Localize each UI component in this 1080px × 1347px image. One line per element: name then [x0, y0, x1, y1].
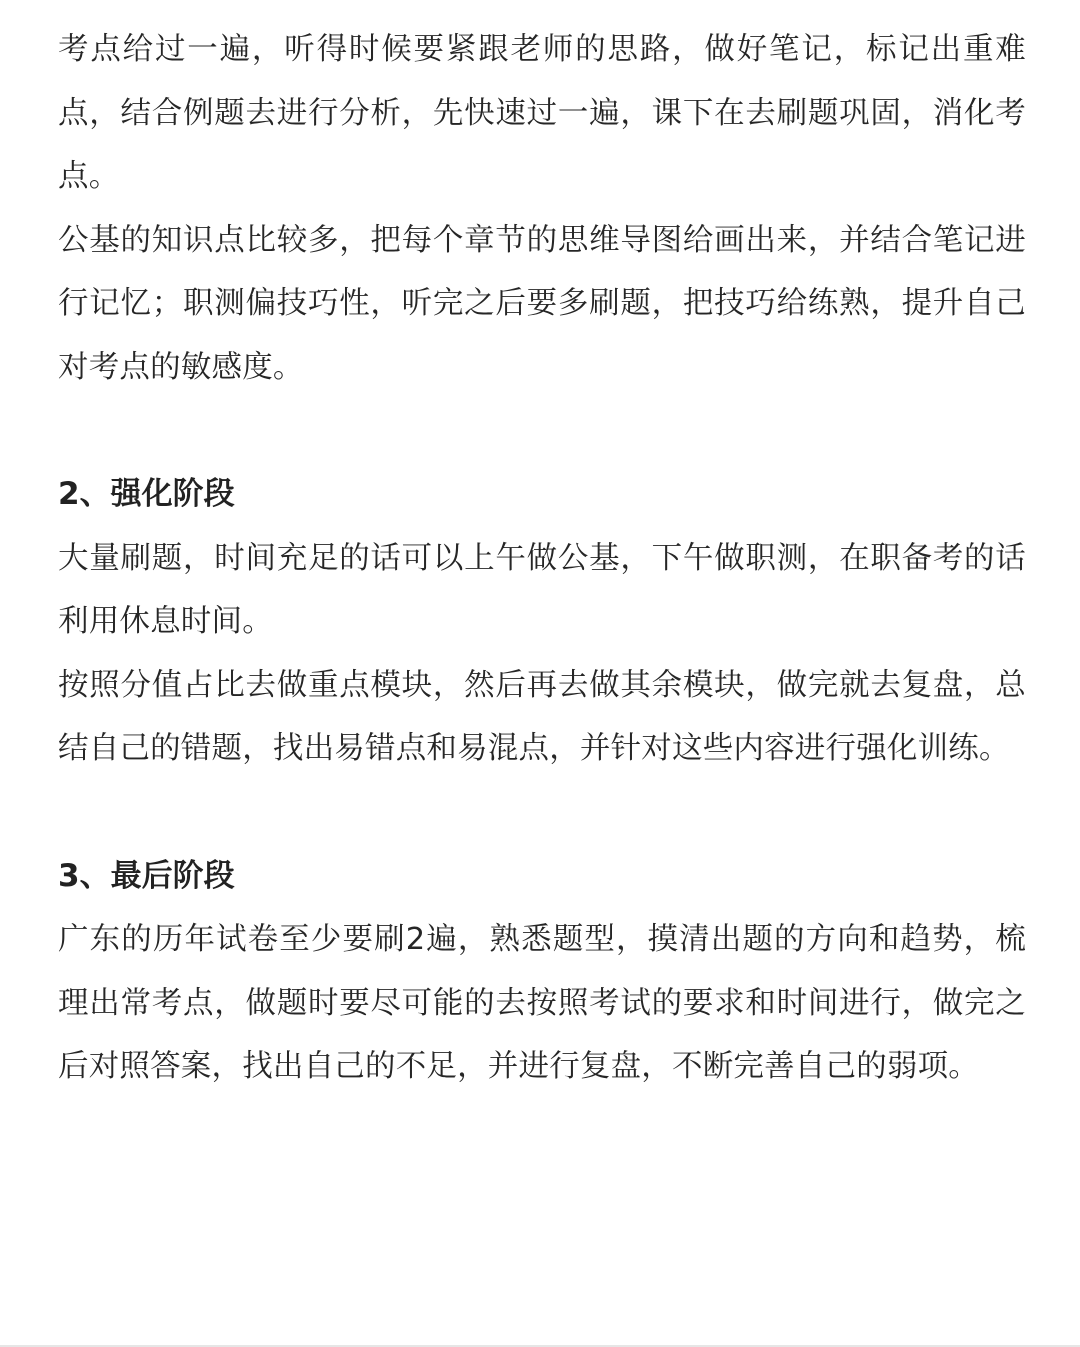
intro-paragraph-2: 公基的知识点比较多，把每个章节的思维导图给画出来，并结合笔记进行记忆；职测偏技巧性，听完之后要多刷题，把技巧给练熟，提升自己对考点的敏感度。: [58, 222, 1026, 385]
section-2-paragraph-2: 按照分值占比去做重点模块，然后再去做其余模块，做完就去复盘，总结自己的错题，找出易错点和易混点，并针对这些内容进行强化训练。: [58, 667, 1026, 766]
intro-paragraph-1: 考点给过一遍，听得时候要紧跟老师的思路，做好笔记，标记出重难点，结合例题去进行分析，先快速过一遍，课下在去刷题巩固，消化考点。: [58, 32, 1026, 194]
section-3-paragraph-1: 广东的历年试卷至少要刷2遍，熟悉题型，摸清出题的方向和趋势，梳理出常考点，做题时要尽可能的去按照考试的要求和时间进行，做完之后对照答案，找出自己的不足，并进行复盘，不断完善自己的弱项。: [58, 922, 1026, 1084]
section-3-heading: 3、最后阶段: [58, 857, 235, 894]
article-body: [58, 18, 1026, 1099]
section-2-heading: 2、强化阶段: [58, 476, 235, 512]
section-spacer: [58, 399, 1026, 463]
section-spacer: [58, 781, 1026, 845]
section-2-paragraph-1: 大量刷题，时间充足的话可以上午做公基，下午做职测，在职备考的话利用休息时间。: [58, 540, 1026, 639]
